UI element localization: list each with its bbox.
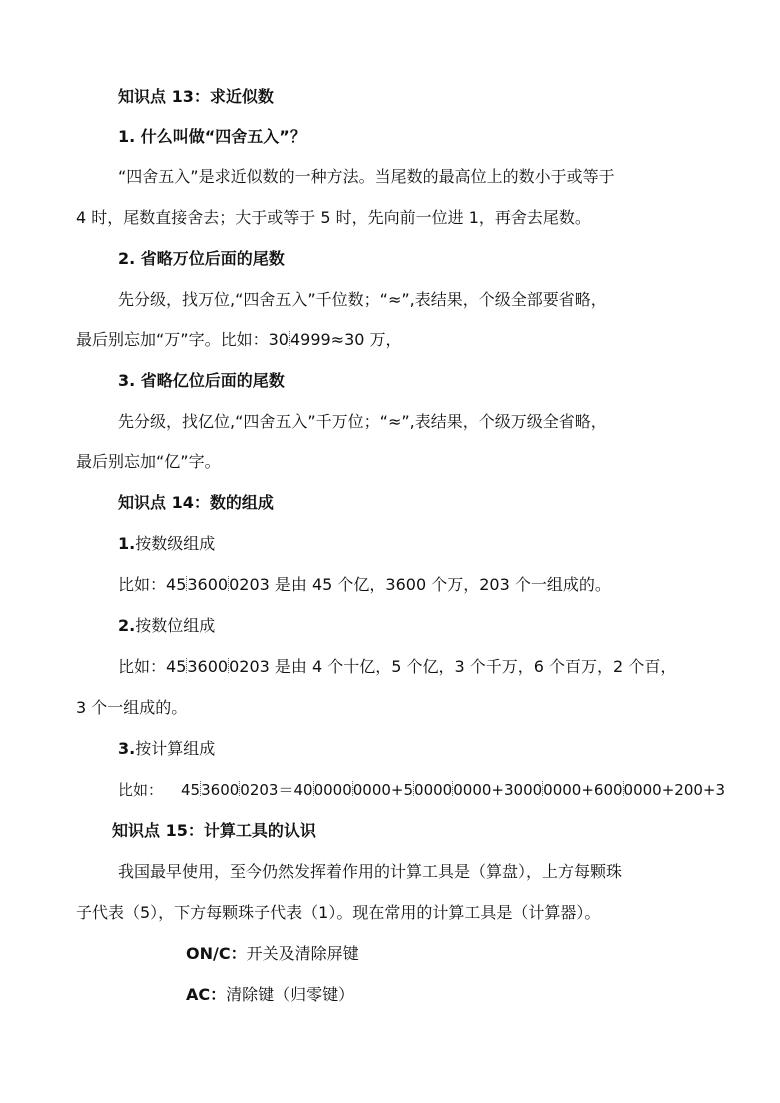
key-ac-row [186,985,354,1005]
kp15-paragraph-line-1: 我国最早使用，至今仍然发挥着作用的计算工具是（算盘），上方每颗珠 [118,862,623,881]
key-onc-label: ON/C： [186,944,247,963]
kp13-question-2: 2. 省略万位后面的尾数 [118,249,285,268]
kp14-section-2-number: 2. [118,616,136,635]
number-part: 0000+5 [352,781,414,799]
number-part: 3600 [187,657,229,676]
kp14-section-1-text: 按数级组成 [135,534,216,553]
key-ac-label: AC： [186,985,227,1004]
kp14-section-3-text: 按计算组成 [135,739,216,758]
kp14-section-1-number: 1. [118,534,136,553]
number-part: 45 [166,657,187,676]
number-part: 45 [166,575,187,594]
kp14-section-2-text: 按数位组成 [135,616,216,635]
number-part: 3600 [201,781,240,799]
kp13-paragraph-1-line-2: 4 时，尾数直接舍去；大于或等于 5 时，先向前一位进 1，再舍去尾数。 [76,208,591,227]
kp15-paragraph-line-2: 子代表（5），下方每颗珠子代表（1）。现在常用的计算工具是（计算器）。 [76,903,601,922]
kp13-title: 知识点 13：求近似数 [118,87,274,106]
kp14-section-2 [118,616,215,636]
kp13-example-start: 最后别忘加“万”字。比如：30 [76,330,289,349]
kp13-question-1: 1. 什么叫做“四舍五入”？ [118,127,306,146]
kp14-example-2 [118,657,676,677]
number-part: 0000+3000 [453,781,543,799]
number-part: 0203 [229,657,270,676]
number-part: 0203 [229,575,270,594]
key-onc-row [186,944,359,964]
number-part: 0000+600 [543,781,623,799]
number-part: 0000 [414,781,453,799]
example-text: 是由 4 个十亿，5 个亿，3 个千万，6 个百万，2 个百， [269,657,677,676]
kp15-title: 知识点 15：计算工具的认识 [112,821,316,840]
example-label: 比如： [118,575,167,594]
example-label: 比如： [118,781,164,799]
example-label: 比如： [118,657,167,676]
kp14-section-3 [118,739,215,759]
kp14-section-1 [118,534,215,554]
number-part: 0000+200+3 [623,781,726,799]
kp13-paragraph-3-line-1: 先分级，找亿位,“四舍五入”千万位；“≈”,表结果，个级万级全省略， [118,412,607,431]
example-text: 是由 45 个亿，3600 个万，203 个一组成的。 [269,575,611,594]
kp14-example-2-continuation: 3 个一组成的。 [76,698,188,717]
kp14-example-3 [118,780,725,800]
number-part: 0000 [313,781,352,799]
key-ac-description: 清除键（归零键） [226,985,355,1004]
kp14-example-1 [118,575,611,595]
kp13-paragraph-2-line-2 [76,330,402,350]
kp13-example-end: 4999≈30 万， [289,330,402,349]
number-part: 0203＝40 [240,781,313,799]
kp13-question-3: 3. 省略亿位后面的尾数 [118,371,285,390]
kp13-paragraph-3-line-2: 最后别忘加“亿”字。 [76,452,221,471]
number-part: 3600 [187,575,229,594]
key-onc-description: 开关及清除屏键 [246,944,359,963]
kp14-section-3-number: 3. [118,739,136,758]
kp14-title: 知识点 14：数的组成 [118,493,274,512]
kp13-paragraph-2-line-1: 先分级，找万位,“四舍五入”千位数；“≈”,表结果，个级全部要省略， [118,290,607,309]
number-part: 45 [181,781,201,799]
kp13-paragraph-1-line-1: “四舍五入”是求近似数的一种方法。当尾数的最高位上的数小于或等于 [118,167,615,186]
